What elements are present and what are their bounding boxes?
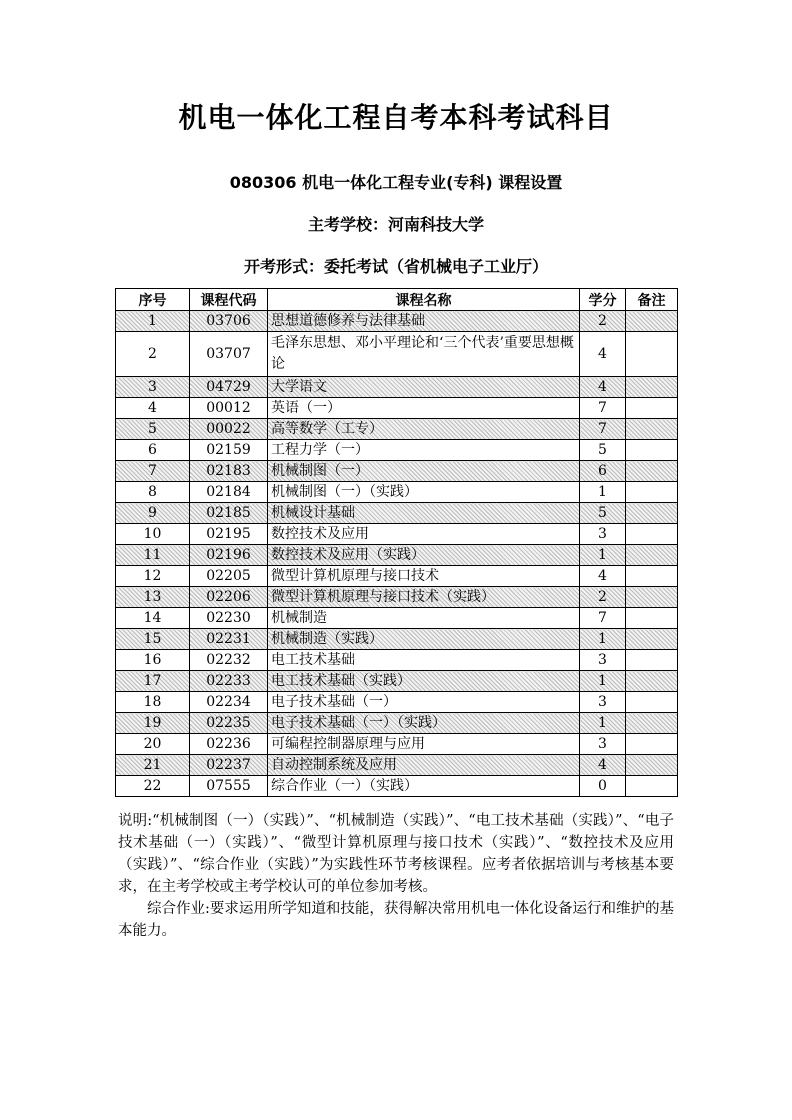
cell-code: 02159 [190, 440, 268, 461]
cell-no: 20 [116, 734, 190, 755]
table-row [116, 440, 678, 461]
cell-name: 思想道德修养与法律基础 [268, 311, 580, 332]
cell-code: 02231 [190, 629, 268, 650]
cell-name: 毛泽东思想、邓小平理论和‘三个代表’重要思想概论 [268, 332, 580, 377]
cell-name: 电子技术基础（一）（实践） [268, 713, 580, 734]
cell-code: 02235 [190, 713, 268, 734]
cell-code: 02183 [190, 461, 268, 482]
cell-remark [626, 440, 678, 461]
table-row [116, 482, 678, 503]
table-row [116, 734, 678, 755]
cell-remark [626, 332, 678, 377]
cell-credit: 7 [580, 419, 626, 440]
cell-remark [626, 692, 678, 713]
cell-no: 8 [116, 482, 190, 503]
cell-credit: 1 [580, 713, 626, 734]
cell-name: 机械制图（一）（实践） [268, 482, 580, 503]
cell-remark [626, 503, 678, 524]
note-paragraph-2: 综合作业:要求运用所学知道和技能，获得解决常用机电一体化设备运行和维护的基本能力。 [118, 901, 674, 939]
cell-no: 16 [116, 650, 190, 671]
cell-remark [626, 755, 678, 776]
cell-remark [626, 629, 678, 650]
note-paragraph-1: 说明:“机械制图（一）（实践）”、“机械制造（实践）”、“电工技术基础（实践）”、“电子技术基础（一）（实践）”、“微型计算机原理与接口技术（实践）”、“数控技术及应用（实践）”、“综合作业（实践）”为实践性环节考核课程。应考者依据培训与考核基本要求，在主考学校或主考学校认可的单位参加考核。 [118, 813, 674, 895]
cell-name: 英语（一） [268, 398, 580, 419]
cell-name: 综合作业（一）（实践） [268, 776, 580, 797]
cell-name: 机械设计基础 [268, 503, 580, 524]
cell-credit: 4 [580, 377, 626, 398]
cell-remark [626, 671, 678, 692]
document-title: 机电一体化工程自考本科考试科目 [178, 101, 614, 134]
cell-code: 02195 [190, 524, 268, 545]
cell-no: 4 [116, 398, 190, 419]
table-row [116, 713, 678, 734]
cell-name: 数控技术及应用（实践） [268, 545, 580, 566]
header-remark: 备注 [626, 289, 678, 311]
table-row [116, 503, 678, 524]
cell-code: 02233 [190, 671, 268, 692]
cell-credit: 5 [580, 503, 626, 524]
cell-credit: 3 [580, 524, 626, 545]
table-row [116, 419, 678, 440]
cell-remark [626, 608, 678, 629]
cell-code: 00012 [190, 398, 268, 419]
table-row [116, 398, 678, 419]
cell-name: 自动控制系统及应用 [268, 755, 580, 776]
cell-credit: 4 [580, 566, 626, 587]
table-row [116, 311, 678, 332]
cell-credit: 3 [580, 650, 626, 671]
cell-remark [626, 734, 678, 755]
cell-name: 电工技术基础 [268, 650, 580, 671]
cell-no: 12 [116, 566, 190, 587]
cell-credit: 1 [580, 545, 626, 566]
cell-remark [626, 419, 678, 440]
cell-no: 2 [116, 332, 190, 377]
cell-code: 02205 [190, 566, 268, 587]
table-row [116, 692, 678, 713]
cell-credit: 7 [580, 608, 626, 629]
table-row [116, 377, 678, 398]
cell-code: 07555 [190, 776, 268, 797]
cell-credit: 1 [580, 482, 626, 503]
cell-code: 03706 [190, 311, 268, 332]
cell-code: 02206 [190, 587, 268, 608]
cell-name: 机械制图（一） [268, 461, 580, 482]
cell-remark [626, 461, 678, 482]
table-row [116, 524, 678, 545]
table-row [116, 776, 678, 797]
cell-credit: 2 [580, 587, 626, 608]
cell-remark [626, 482, 678, 503]
table-body [116, 311, 678, 797]
header-code: 课程代码 [190, 289, 268, 311]
cell-name: 微型计算机原理与接口技术 [268, 566, 580, 587]
cell-code: 02234 [190, 692, 268, 713]
cell-no: 17 [116, 671, 190, 692]
cell-name: 机械制造 [268, 608, 580, 629]
cell-name: 微型计算机原理与接口技术（实践） [268, 587, 580, 608]
program-subtitle: 080306 机电一体化工程专业(专科) 课程设置 [229, 173, 563, 192]
cell-no: 19 [116, 713, 190, 734]
cell-credit: 2 [580, 311, 626, 332]
cell-credit: 7 [580, 398, 626, 419]
cell-no: 7 [116, 461, 190, 482]
cell-no: 21 [116, 755, 190, 776]
exam-form: 开考形式：委托考试（省机械电子工业厅） [243, 257, 548, 276]
cell-credit: 4 [580, 332, 626, 377]
cell-name: 大学语文 [268, 377, 580, 398]
cell-remark [626, 776, 678, 797]
table-row [116, 650, 678, 671]
table-row [116, 587, 678, 608]
cell-credit: 6 [580, 461, 626, 482]
cell-name: 机械制造（实践） [268, 629, 580, 650]
course-table [115, 288, 678, 797]
cell-no: 14 [116, 608, 190, 629]
table-row [116, 608, 678, 629]
cell-remark [626, 377, 678, 398]
cell-code: 02236 [190, 734, 268, 755]
cell-credit: 1 [580, 671, 626, 692]
cell-credit: 3 [580, 692, 626, 713]
header-name: 课程名称 [268, 289, 580, 311]
table-row [116, 545, 678, 566]
cell-no: 3 [116, 377, 190, 398]
table-row [116, 629, 678, 650]
cell-remark [626, 650, 678, 671]
cell-no: 9 [116, 503, 190, 524]
table-row [116, 755, 678, 776]
cell-no: 18 [116, 692, 190, 713]
cell-name: 电工技术基础（实践） [268, 671, 580, 692]
cell-code: 02237 [190, 755, 268, 776]
cell-credit: 4 [580, 755, 626, 776]
cell-code: 03707 [190, 332, 268, 377]
cell-credit: 3 [580, 734, 626, 755]
cell-credit: 0 [580, 776, 626, 797]
cell-name: 高等数学（工专） [268, 419, 580, 440]
cell-no: 10 [116, 524, 190, 545]
header-no: 序号 [116, 289, 190, 311]
table-row [116, 332, 678, 377]
cell-no: 13 [116, 587, 190, 608]
cell-name: 工程力学（一） [268, 440, 580, 461]
table-row [116, 671, 678, 692]
cell-name: 数控技术及应用 [268, 524, 580, 545]
cell-remark [626, 311, 678, 332]
cell-no: 22 [116, 776, 190, 797]
cell-no: 1 [116, 311, 190, 332]
cell-code: 02185 [190, 503, 268, 524]
cell-no: 6 [116, 440, 190, 461]
table-row [116, 566, 678, 587]
host-school: 主考学校：河南科技大学 [307, 215, 484, 234]
cell-no: 15 [116, 629, 190, 650]
cell-remark [626, 566, 678, 587]
cell-remark [626, 524, 678, 545]
cell-credit: 1 [580, 629, 626, 650]
cell-code: 00022 [190, 419, 268, 440]
cell-credit: 5 [580, 440, 626, 461]
table-row [116, 461, 678, 482]
cell-remark [626, 713, 678, 734]
cell-code: 04729 [190, 377, 268, 398]
table-header-row [116, 289, 678, 311]
cell-code: 02184 [190, 482, 268, 503]
cell-code: 02232 [190, 650, 268, 671]
cell-no: 11 [116, 545, 190, 566]
cell-no: 5 [116, 419, 190, 440]
cell-code: 02196 [190, 545, 268, 566]
cell-remark [626, 398, 678, 419]
cell-remark [626, 587, 678, 608]
note-section [118, 810, 674, 942]
cell-code: 02230 [190, 608, 268, 629]
cell-name: 电子技术基础（一） [268, 692, 580, 713]
cell-remark [626, 545, 678, 566]
header-credit: 学分 [580, 289, 626, 311]
cell-name: 可编程控制器原理与应用 [268, 734, 580, 755]
